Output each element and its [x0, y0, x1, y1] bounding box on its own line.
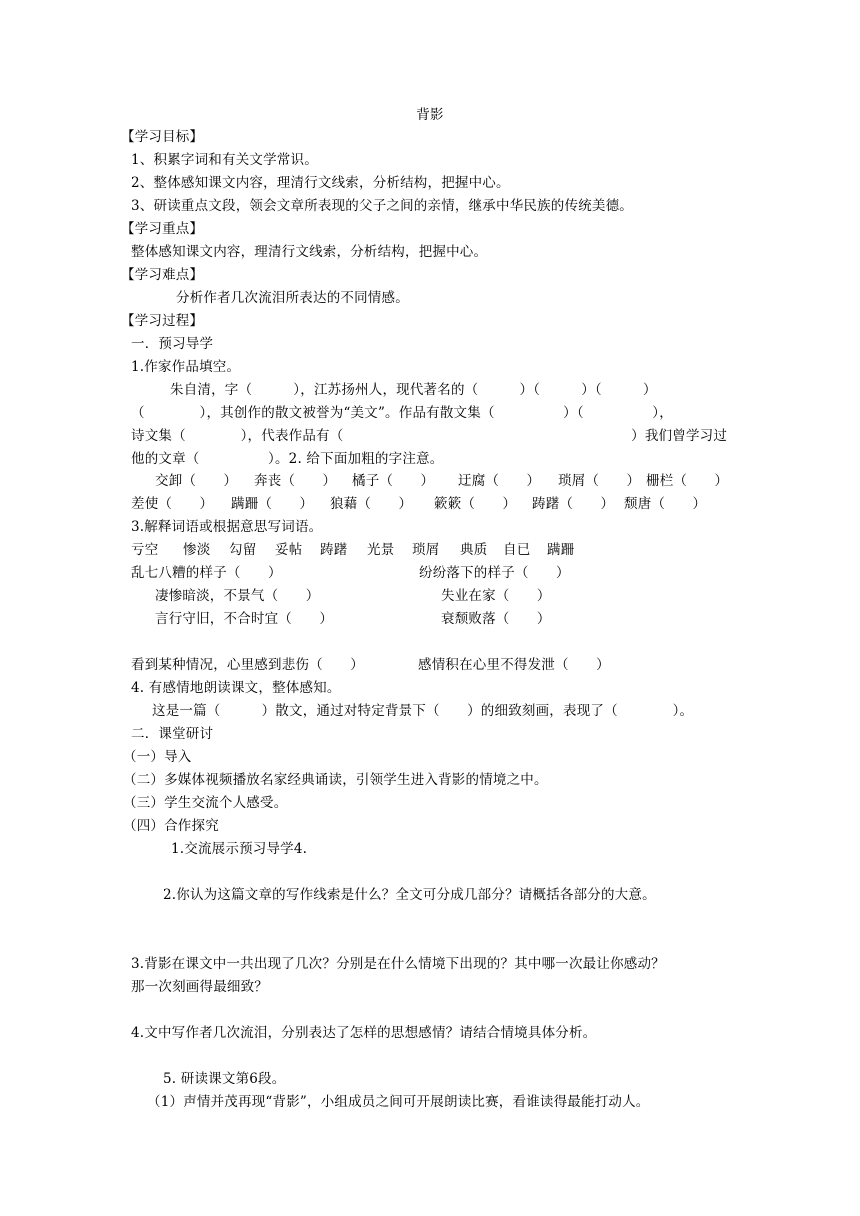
q2-item: 琐屑（ ） [558, 473, 641, 489]
part1-heading: 一．预习导学 [131, 336, 214, 352]
page-title: 背影 [416, 107, 444, 123]
q3-word: 踌躇 [320, 542, 348, 558]
part2-subsection: （四）合作探究 [123, 818, 219, 834]
q1-line: 他的文章（ ）。2. 给下面加粗的字注意。 [131, 451, 444, 467]
q2-item: 踌躇（ ） [532, 496, 615, 512]
q3-definition: 失业在家（ ） [441, 588, 551, 604]
q1-heading: 1.作家作品填空。 [131, 359, 241, 375]
q2-item: 颓唐（ ） [624, 496, 707, 512]
q1-line: 朱自清，字（ ），江苏扬州人，现代著名的（ ）（ ）（ ） [170, 382, 657, 398]
q3-word: 勾留 [229, 542, 257, 558]
q2-item: 迂腐（ ） [458, 473, 541, 489]
q3-word: 自已 [503, 542, 531, 558]
q2-item: 差使（ ） [131, 496, 214, 512]
q3-definition: 感情积在心里不得发泄（ ） [418, 657, 610, 673]
objective-item: 2、整体感知课文内容，理清行文线索，分析结构，把握中心。 [131, 175, 510, 191]
q2-item: 蹒跚（ ） [231, 496, 314, 512]
q2-item: 交卸（ ） [155, 473, 238, 489]
part2-subsection: （三）学生交流个人感受。 [123, 795, 288, 811]
part2-subsection: （一）导入 [123, 749, 192, 765]
q3-word: 典质 [460, 542, 488, 558]
difficulties-heading: 【学习难点】 [121, 267, 204, 283]
inquiry-question: 5. 研读课文第6段。 [163, 1071, 286, 1087]
q2-item: 橘子（ ） [352, 473, 435, 489]
inquiry-question: 1.交流展示预习导学4. [171, 841, 308, 857]
q3-word: 妥帖 [275, 542, 303, 558]
q3-word: 亏空 [131, 542, 159, 558]
inquiry-subquestion: （1）声情并茂再现“背影”，小组成员之间可开展朗读比赛，看谁读得最能打动人。 [147, 1094, 650, 1110]
q3-word: 蹒跚 [547, 542, 575, 558]
inquiry-question: 那一次刻画得最细致？ [131, 979, 268, 995]
q3-word: 光景 [367, 542, 395, 558]
q3-definition: 乱七八糟的样子（ ） [131, 565, 282, 581]
objectives-heading: 【学习目标】 [121, 129, 204, 145]
inquiry-question: 2.你认为这篇文章的写作线索是什么？全文可分成几部分？请概括各部分的大意。 [163, 887, 656, 903]
part2-heading: 二．课堂研讨 [131, 726, 214, 742]
objective-item: 1、积累字词和有关文学常识。 [131, 152, 318, 168]
inquiry-question: 4.文中写作者几次流泪，分别表达了怎样的思想感情？请结合情境具体分析。 [131, 1025, 597, 1041]
part2-subsection: （二）多媒体视频播放名家经典诵读，引领学生进入背影的情境之中。 [123, 772, 548, 788]
q3-definition: 衰颓败落（ ） [441, 611, 551, 627]
difficulties-text: 分析作者几次流泪所表达的不同情感。 [176, 290, 409, 306]
q3-heading: 3.解释词语或根据意思写词语。 [131, 519, 323, 535]
q3-definition: 凄惨暗淡，不景气（ ） [155, 588, 320, 604]
q3-word: 惨淡 [183, 542, 211, 558]
key-points-heading: 【学习重点】 [121, 221, 204, 237]
q4-text: 这是一篇（ ）散文，通过对特定背景下（ ）的细致刻画，表现了（ ）。 [152, 703, 694, 719]
q3-definition: 纷纷落下的样子（ ） [419, 565, 570, 581]
q1-line: 诗文集（ ），代表作品有（ ）我们曾学习过 [131, 428, 728, 444]
q4-heading: 4. 有感情地朗读课文，整体感知。 [131, 680, 341, 696]
objective-item: 3、研读重点文段，领会文章所表现的父子之间的亲情，继承中华民族的传统美德。 [131, 198, 633, 214]
q2-item: 簌簌（ ） [434, 496, 517, 512]
q3-word: 琐屑 [412, 542, 440, 558]
q2-item: 狼藉（ ） [330, 496, 413, 512]
key-points-text: 整体感知课文内容，理清行文线索，分析结构，把握中心。 [131, 244, 488, 260]
q1-line: （ ），其创作的散文被誉为“美文”。作品有散文集（ ）（ ）， [131, 405, 673, 421]
q3-definition: 看到某种情况，心里感到悲伤（ ） [131, 657, 364, 673]
process-heading: 【学习过程】 [121, 313, 204, 329]
q2-item: 栅栏（ ） [646, 473, 729, 489]
inquiry-question: 3.背影在课文中一共出现了几次？分别是在什么情境下出现的？其中哪一次最让你感动？ [131, 956, 665, 972]
q2-item: 奔丧（ ） [254, 473, 337, 489]
q3-definition: 言行守旧，不合时宜（ ） [155, 611, 334, 627]
